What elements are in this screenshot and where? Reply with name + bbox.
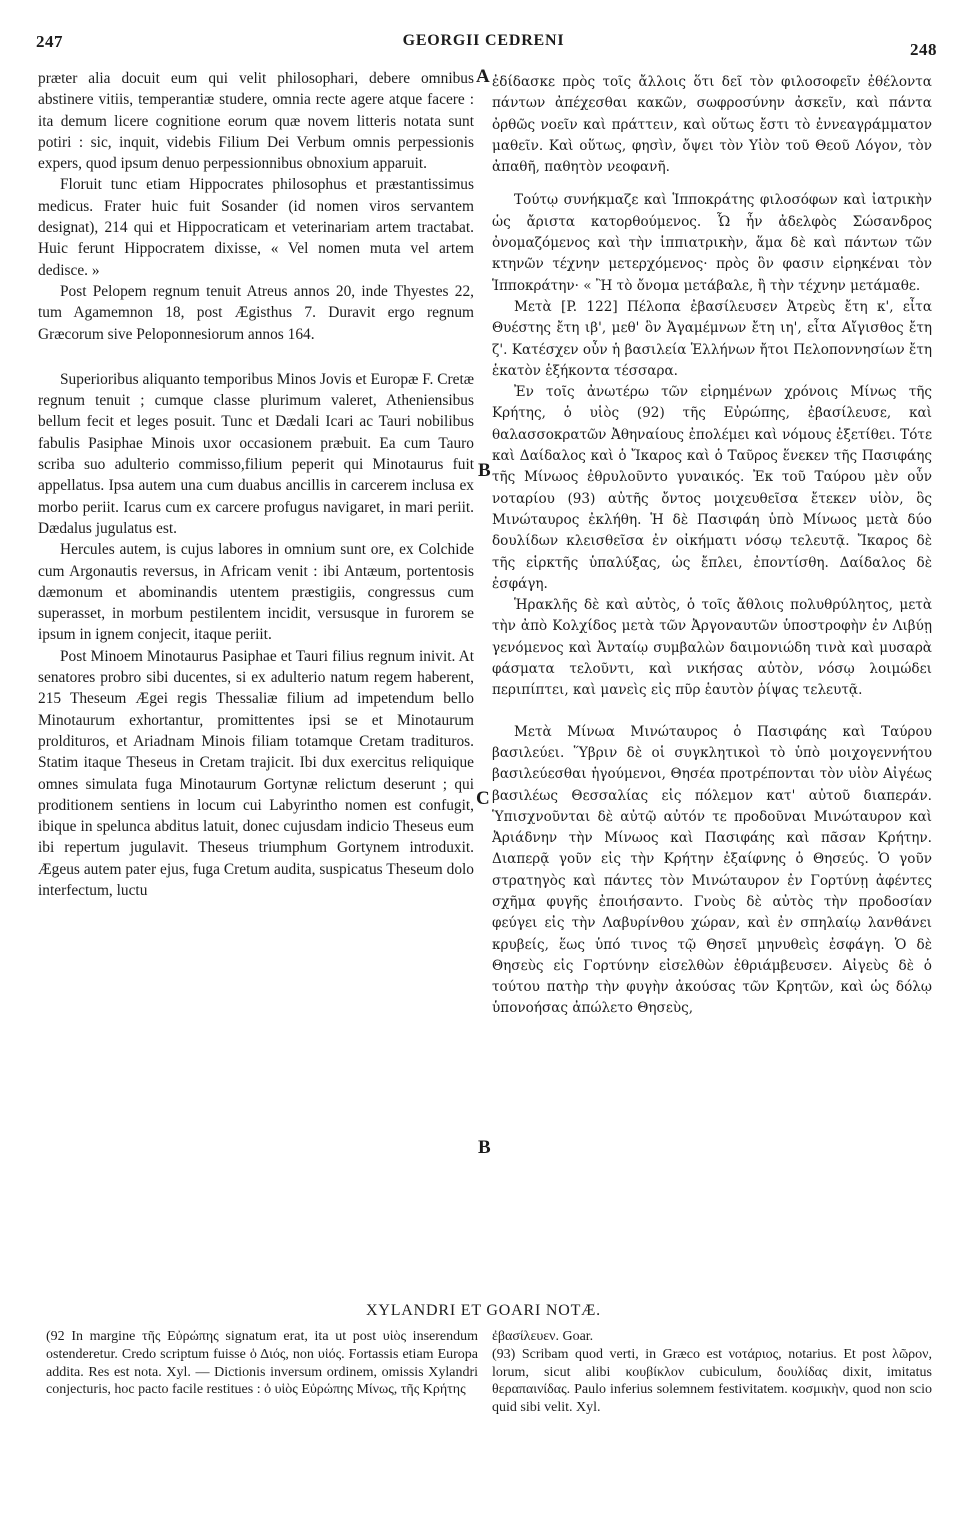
latin-paragraph: Hercules autem, is cujus labores in omnium sunt ore, ex Colchide cum Argonautis reversus, in Africam venit : ibi Antæum, portentosis dæmonum et abominandis utentem præstigiis, congressus cum superasset, in morbum pestilentem incidit, versusque in furorem se ipsum in ignem conjecit, itaque periit. [38, 541, 474, 644]
greek-paragraph: Ἡρακλῆς δὲ καὶ αὐτὸς, ὁ τοῖς ἄθλοις πολυθρύλητος, μετὰ τὴν ἀπὸ Κολχίδος μετὰ τῶν Ἀργοναυτῶν ὑποστροφὴν ἐν Λιβύῃ γενόμενος καὶ Ἀνταίῳ συμβαλὼν δαιμονιώδη τινὰ καὶ μυσαρὰ φάσματα τελοῦντι, καὶ νικήσας αὐτὸν, νόσῳ λοιμώδει περιπίπτει, καὶ μανεὶς εἰς πῦρ ἑαυτὸν ῥίψας τελευτᾷ. [492, 597, 932, 699]
latin-paragraph: Floruit tunc etiam Hippocrates philosophus et præstantissimus medicus. Frater huic fuit Sosander (id nomen viros servantem designat), 214 qui et Hippocraticam et veterinariam artem tractabat. Huic ferunt Hippocratem dixisse, « Vel nomen muta vel artem dedisce. » [38, 176, 474, 279]
latin-paragraph: Post Pelopem regnum tenuit Atreus annos 20, inde Thyestes 22, tum Agamemnon 18, post Ægisthus 7. Duravit ergo regnum Græcorum sive Peloponnesiorum annos 164. [38, 282, 474, 343]
latin-paragraph: Post Minoem Minotaurus Pasiphae et Tauri filius regnum inivit. At senatores probro sibi ducentes, si ex adulterio natum regem haberent, 215 Theseum Ægei regis Thessaliæ filium ad impetendum bello Minotaurum exhortantur, promittentes ipsi se et Minotaurum proldituros, et Ariadnam Minois filiam totamque Cretam tradituros. Statim itaque Theseus in Cretam trajicit. Ibi dux exercitus reliquique omnes simulata fuga Minotaurum Gortynæ relictum deserunt ; qui proditionem sentiens in locum cui Labyrintho nomen est confugit, ibique in spelunca abditus latuit, donec cujusdam indicio Theseus eum ibi repertum jugulavit. Theseus triumphum Gortynem introduxit. Ægeus autem pater ejus, fuga Cretum audita, suspicatus Theseum dolo interfectum, luctu [38, 647, 474, 899]
latin-paragraph: Superioribus aliquanto temporibus Minos Jovis et Europæ F. Cretæ regnum tenuit ; cumque classe plurimum valeret, Atheniensibus bellum fecit et leges posuit. Tunc et Dædali Icari ac Tauri nobilibus fabulis Pasiphae Minois uxor occasionem præbuit. Ea cum Tauro scriba suo adulterio commisso,filium peperit qui Minotaurus fuit appellatus. Ipsa autem una cum duabus ancillis in carcerem inclusa ex morbo periit. Icarus cum ex carcere profugus navigaret, in mari periit. Dædalus jugulatus est. [38, 370, 474, 537]
greek-paragraph: ἐδίδασκε πρὸς τοῖς ἄλλοις ὅτι δεῖ τὸν φιλοσοφεῖν ἐθέλοντα πάντων ἀπέχεσθαι κακῶν, σωφροσύνην ἀσκεῖν, καὶ πάντα ὀρθῶς νοεῖν καὶ πράττειν, καὶ οὕτως ἔστι τὸ ἐννεαγράμματον μαθεῖν. Καὶ οὕτως, φησὶν, ὄψει τὸν Υἱὸν τοῦ Θεοῦ Λόγον, τὸν ἀπαθῆ, παθητὸν νεοφανῆ. [492, 74, 932, 176]
greek-paragraph: Μετὰ [P. 122] Πέλοπα ἐβασίλευσεν Ἀτρεὺς ἔτη κ', εἶτα Θυέστης ἔτη ιβ', μεθ' ὃν Ἀγαμέμνων ἔτη ιη', εἶτα Αἴγισθος ἔτη ζ'. Κατέσχεν οὖν ἡ βασιλεία Ἑλλήνων ἤτοι Πελοποννησίων ἔτη ἑκατὸν ἑξήκοντα τέσσαρα. [492, 298, 932, 379]
notes-heading: XYLANDRI ET GOARI NOTÆ. [366, 1302, 601, 1319]
note-text: (93) Scribam quod verti, in Græco est νοτάριος, notarius. Et post λῶρον, lorum, sicut alibi κουβίκλον cubiculum, δουλίδας dixit, imitatus θεραπαινίδας. Paulo inferius solemnem festivitatem. κοσμικὴν, quod non scio quid sibi velit. Xyl. [492, 1346, 932, 1416]
greek-column [492, 72, 932, 1020]
section-marker: B [478, 460, 491, 481]
page-number-left: 247 [36, 32, 63, 51]
running-title: GEORGII CEDRENI [402, 32, 565, 49]
greek-paragraph: Μετὰ Μίνωα Μινώταυρος ὁ Πασιφάης καὶ Ταύρου βασιλεύει. Ὕβριν δὲ οἱ συγκλητικοὶ τὸ ὑπὸ μοιχογεννήτου βασιλεύεσθαι ἡγούμενοι, Θησέα προτρέπονται τὸν υἱὸν Αἰγέως βασιλέως Θεσσαλίας εἰς πόλεμον κατ' αὐτοῦ διαπεράν. Ὑπισχνοῦνται δὲ αὐτῷ αὐτόν τε προδοῦναι Μινώταυρον καὶ Ἀριάδνην τὴν Μίνωος καὶ Πασιφάης καὶ πᾶσαν Κρήτην. Διαπερᾷ γοῦν εἰς τὴν Κρήτην ἐξαίφνης ὁ Θησεύς. Ὁ γοῦν στρατηγὸς καὶ πάντες τὸν Μινώταυρον ἐν Γορτύνῃ ἀφέντες σχῆμα φυγῆς ἐποιήσαντο. Γνοὺς δὲ αὐτὸς τὴν προδοσίαν φεύγει εἰς τὴν Λαβυρίνθου χώραν, καὶ ἐν σπηλαίῳ λανθάνει κρυβείς, ἕως ὑπό τινος τῷ Θησεῖ μηνυθεὶς ἐσφάγη. Ὁ δὲ Θησεὺς εἰς Γορτύνην εἰσελθὼν ἐθριάμβευσεν. Αἰγεὺς δὲ ὁ τούτου πατὴρ τὴν φυγὴν ἀκούσας τῶν Κρητῶν, καὶ ὡς δόλῳ ὑπονοήσας ἀπώλετο Θησεὺς, [492, 723, 932, 1017]
greek-paragraph: Τούτῳ συνήκμαζε καὶ Ἱπποκράτης φιλοσόφων καὶ ἰατρικὴν ὡς ἄριστα κατορθούμενος. Ὧ ἦν ἀδελφὸς Σώσανδρος ὀνομαζόμενος καὶ τὴν ἱππιατρικὴν, ἅμα δὲ καὶ πάντων τῶν κτηνῶν τέχνην μετερχόμενος· πρὸς ὃν φασιν εἰρηκέναι τὸν Ἱπποκράτην· « Ἢ τὸ ὄνομα μετάβαλε, ἢ τὴν τέχνην μετάμαθε. [492, 192, 932, 294]
latin-column [38, 68, 474, 901]
greek-paragraph: Ἐν τοῖς ἀνωτέρω τῶν εἰρημένων χρόνοις Μίνως τῆς Κρήτης, ὁ υἱὸς (92) τῆς Εὐρώπης, ἐβασίλευσε, καὶ θαλασσοκρατῶν Ἀθηναίους ἐπολέμει καὶ νόμους ἐξετίθει. Τότε καὶ Δαίδαλος καὶ ὁ Ἴκαρος καὶ ὁ Ταῦρος ἕνεκεν τῆς Πασιφάης τῆς Μίνωος ἐθρυλοῦντο γυναικός. Ἐκ τοῦ Ταύρου μὲν οὖν νοταρίου (93) αὐτῆς ὄντος μοιχευθεῖσα ἔτεκεν υἱὸν, ὃς Μινώταυρος ἐκλήθη. Ἡ δὲ Πασιφάη ὑπὸ Μίνωος μετὰ δύο δουλίδων κλεισθεῖσα ἐν οἰκήματι νόσῳ τελευτᾷ. Ἴκαρος δὲ τῆς εἱρκτῆς ὑπαλύξας, ὡς ἔπλει, ἐποντίσθη. Δαίδαλος δὲ ἐσφάγη. [492, 384, 932, 592]
note-text: (92 In margine τῆς Εὐρώπης signatum erat, ita ut post υἱὸς inserendum ostenderetur. Credo scriptum fuisse ὁ Διός, non υἱός. Fortassis etiam Europa addita. Res est nota. Xyl. — Dictionis inversum ordinem, omissis Xylandri conjecturis, hoc pacto facile restitues : ὁ υἱὸς Εὐρώπης Μίνως, τῆς Κρήτης [46, 1329, 478, 1398]
page-number-right: 248 [910, 40, 937, 59]
note-left [46, 1328, 478, 1399]
section-marker: B [478, 1137, 491, 1158]
note-right [492, 1328, 932, 1417]
note-text: ἐβασίλευεν. Goar. [492, 1329, 594, 1344]
section-marker: C [476, 788, 490, 809]
latin-paragraph: præter alia docuit eum qui velit philosophari, debere omnibus abstinere vitiis, temperantiæ studere, omnia recte agere atque facere : ita demum licere cognitione eorum quæ novem litteris notata sunt potiri : sic, inquit, videbis Filium Dei Verbum omnis perpessionis expers, quod ipsum denuo perpessionnibus obnoxium apparuit. [38, 70, 474, 173]
section-marker: A [476, 66, 490, 87]
